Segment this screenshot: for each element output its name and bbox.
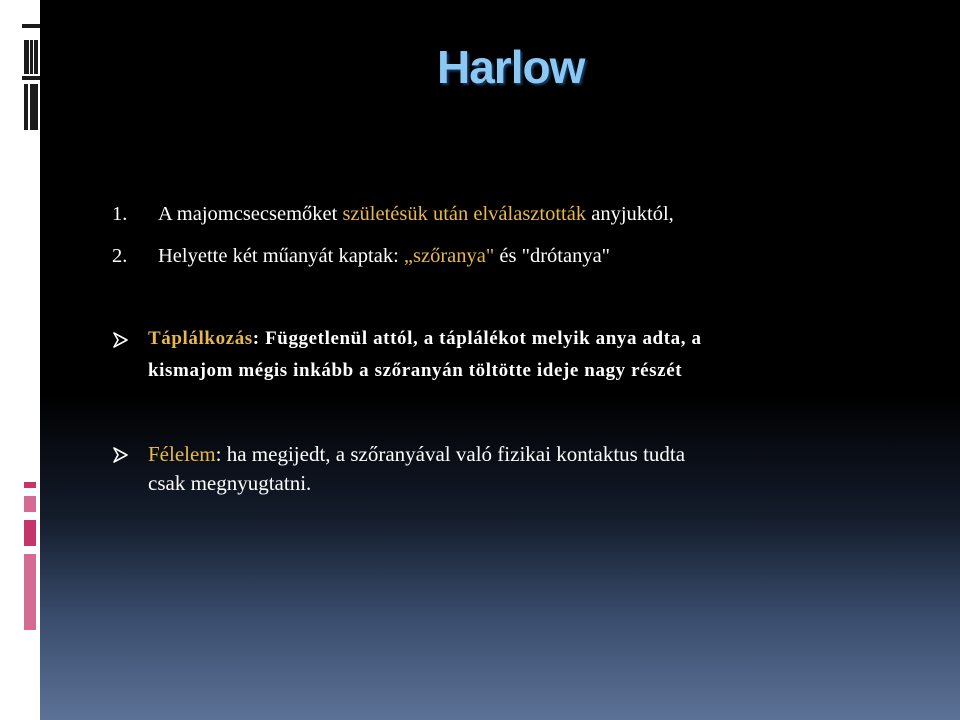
bullet-text: : Függetlenül attól, a táplálékot melyik anya adta, a: [252, 328, 702, 349]
bullet-line-2: csak megnyugtatni.: [148, 471, 312, 495]
numbered-item-2: [112, 245, 610, 268]
item-text-end: és "drótanya": [494, 245, 611, 267]
decorative-bars: [0, 0, 40, 720]
item-highlight: „szőranya": [403, 245, 495, 267]
bullet-keyword: Félelem: [148, 442, 216, 466]
item-number: 1.: [112, 203, 128, 225]
bullet-item-2: [112, 440, 902, 498]
bullet-keyword: Táplálkozás: [148, 328, 253, 349]
bullet-line-2: kismajom mégis inkább a szőranyán töltötte ideje nagy részét: [148, 360, 683, 381]
item-text: A majomcsecsemőket: [158, 203, 343, 225]
slide-title: Harlow: [437, 41, 585, 93]
arrow-bullet-icon: [112, 447, 128, 463]
bullet-text: : ha megijedt, a szőranyával való fizikai kontaktus tudta: [215, 442, 686, 466]
item-number: 2.: [112, 245, 128, 267]
bullet-line-1: [112, 440, 902, 469]
item-text-end: anyjuktól,: [586, 203, 674, 225]
arrow-bullet-icon: [112, 332, 128, 348]
item-highlight: születésük után elválasztották: [342, 203, 587, 225]
numbered-item-1: [112, 203, 674, 226]
bullet-item-1: [112, 323, 892, 387]
item-text: Helyette két műanyát kaptak:: [158, 245, 404, 267]
bullet-line-1: [112, 323, 892, 355]
